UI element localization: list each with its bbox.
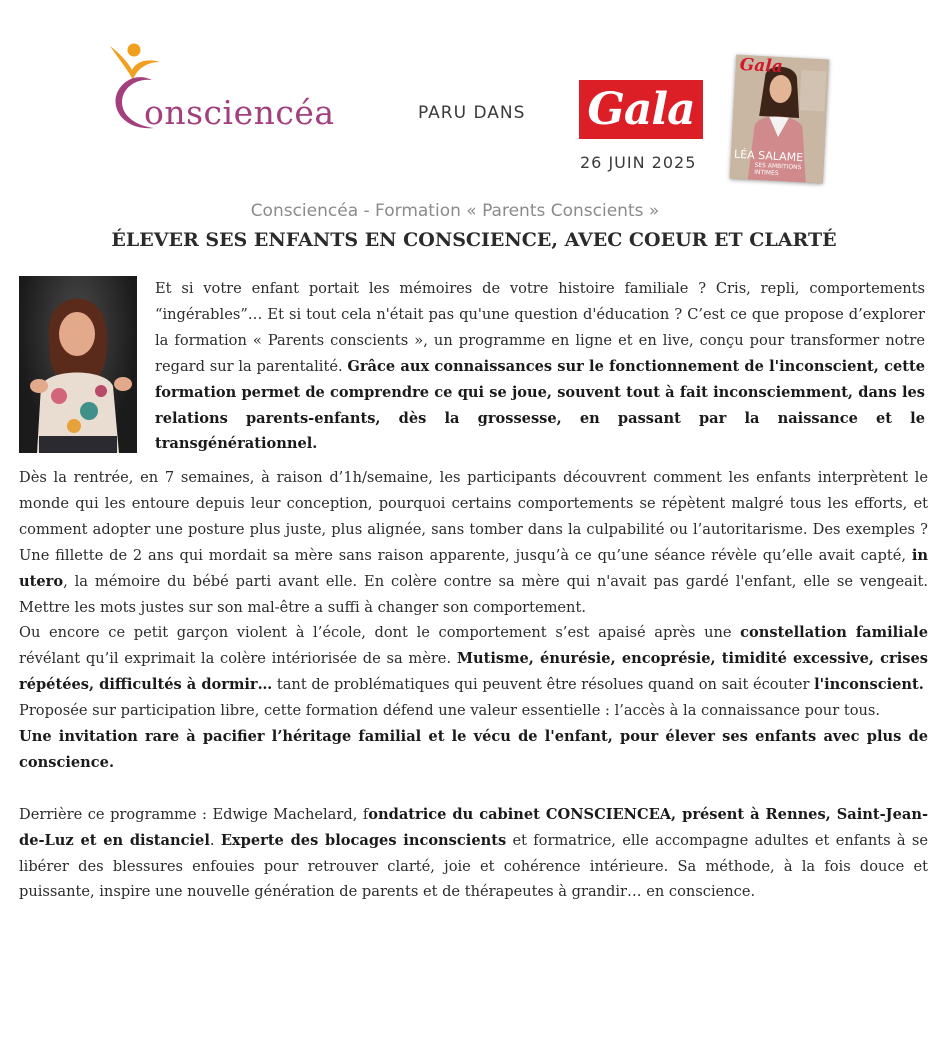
paragraph-participation: Proposée sur participation libre, cette formation défend une valeur essentielle : l’accès à la connaissance pour tous. [19,702,881,720]
text-run: Dès la rentrée, en 7 semaines, à raison d’1h/semaine, les participants découvrent comment les enfants interprètent le monde qui les entoure depuis leur conception, pourquoi certains comportements se répètent malgré tous les efforts, et comment adopter une posture plus juste, plus alignée, sans tomber dans la culpabilité ou l’autoritarisme. Des exemples ? Une fillette de 2 ans qui mordait sa mère sans raison apparente, jusqu’à ce qu’une séance révèle qu’elle avait capté, [19,469,928,564]
paragraph-rentree [19,465,928,620]
bold-run: constellation familiale [740,624,928,642]
portrait-photo-icon [19,276,137,453]
author-portrait [19,276,137,453]
spacer [19,776,928,802]
logo-wordmark: onsciencéa [144,93,335,132]
paragraph-author [19,802,928,906]
gala-logo: Gala [579,80,703,139]
bold-run: Experte des blocages inconscients [220,831,507,849]
text-run: Ou encore ce petit garçon violent à l’école, dont le comportement s’est apaisé après une [19,624,741,642]
text-run: , la mémoire du bébé parti avant elle. En colère contre sa mère qui n'avait pas gardé l'enfant, elle se vengeait. Mettre les mots justes sur son mal-être a suffi à changer son comportement. [19,572,928,616]
bold-run: in utero [19,546,928,590]
text-run: révélant qu’il exprimait la colère intériorisée de sa mère. [19,650,457,668]
paragraph-invitation [19,724,928,776]
intro-paragraph [155,276,925,457]
cover-headline: LÉA SALAME [733,147,804,165]
bold-run: Une invitation rare à pacifier l’héritage familial et le vécu de l'enfant, pour élever ses enfants avec plus de conscience. [19,728,928,771]
intro-bold: Grâce aux connaissances sur le fonctionnement de l'inconscient, cette formation permet de comprendre ce qui se joue, souvent tout à fait inconsciemment, dans les relations parents-enfants, dès la grossesse, en passant par la naissance et le transgénérationnel. [155,357,926,453]
article-body [19,465,928,905]
text-run: . [209,831,221,849]
magazine-cover [730,55,829,184]
cover-subheadline: SES AMBITIONS INTIMES [753,161,802,178]
paragraph-exemple [19,620,928,698]
article-headline: ÉLEVER SES ENFANTS EN CONSCIENCE, AVEC COEUR ET CLARTÉ [111,229,837,251]
publication-date: 26 JUIN 2025 [580,153,697,172]
consciencea-logo [106,40,386,135]
intro-text: Et si votre enfant portait les mémoires de votre histoire familiale ? Cris, repli, comportements “ingérables”… Et si tout cela n'était pas qu'une question d'éducation ? C’est ce que propose d’explorer la formation « Parents conscients », un programme en ligne et en live, conçu pour transformer notre regard sur la parentalité. [155,280,925,375]
text-run: Derrière ce programme : Edwige Machelard, f [19,805,369,823]
bold-run: l'inconscient. [814,676,924,694]
text-run: tant de problématiques qui peuvent être résolues quand on sait écouter [272,676,815,694]
bold-run: Mutisme, énurésie, encoprésie, timidité excessive, crises répétées, difficultés à dormir… [19,650,928,694]
article-subtitle: Consciencéa - Formation « Parents Conscients » [250,201,660,221]
cover-masthead: Gala [739,54,784,78]
bold-run: ondatrice du cabinet CONSCIENCEA, présent à Rennes, Saint-Jean-de-Luz et en distanciel [19,805,928,849]
text-run: et formatrice, elle accompagne adultes et enfants à se libérer des blessures enfouies pour retrouver clarté, joie et cohérence intérieure. Sa méthode, à la fois douce et puissante, inspire une nouvelle génération de parents et de thérapeutes à grandir… en conscience. [19,831,928,901]
press-label: PARU DANS [418,103,526,123]
